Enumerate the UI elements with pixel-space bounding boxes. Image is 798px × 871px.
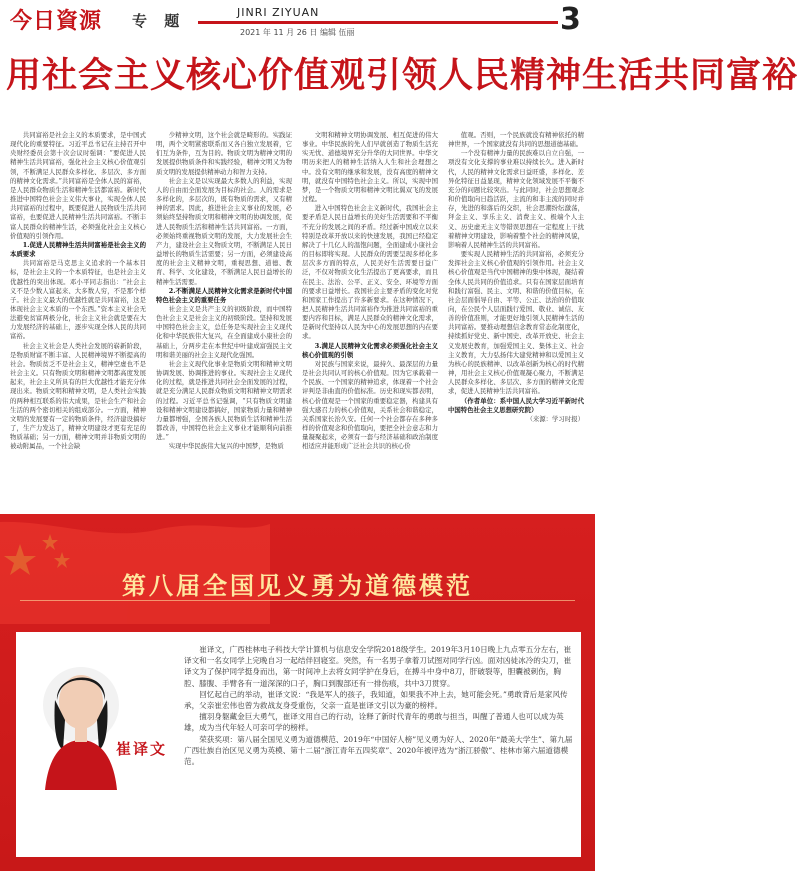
section-heading: 2.不断满足人民精神文化需求是新时代中国特色社会主义的重要任务	[156, 286, 292, 304]
article-paragraph: 进入中国特色社会主义新时代，我国社会主要矛盾是人民日益增长的美好生活需要和不平衡不充分的发展之间的矛盾。经过新中国成立以来特别是改革开放以来的快速发展，我国已经稳定解决了十几亿人的温饱问题，全面建成小康社会的目标即将实现。人民群众的需要呈现多样化多层次多方面的特点，人民美好生活需要日益广泛，不仅对物质文化生活提出了更高要求，而且在民主、法治、公平、正义、安全、环境等方面的要求日益增长。我国社会主要矛盾的变化对党和国家工作提出了许多新要求。在这种情况下，把人民精神生活共同富裕作为推进共同富裕的重要内容和目标，满足人民群众的精神文化需求，是新时代坚持以人民为中心的发展思想的内在要求。	[302, 204, 438, 341]
article-column-4	[448, 131, 584, 511]
header-rule	[198, 21, 558, 24]
author-note: （作者单位：系中国人民大学习近平新时代中国特色社会主义思想研究院）	[448, 396, 584, 414]
section-label: 专 题	[132, 12, 186, 30]
article-paragraph: 对民族与国家来说，最持久、最深层的力量是社会共同认可的核心价值观。因为它承载着一个民族、一个国家的精神追求，体现着一个社会评判是非曲直的价值标准。历史和现实都表明，核心价值观是一个国家的重要稳定器，构建具有强大感召力的核心价值观，关系社会和谐稳定，关系国家长治久安。任何一个社会都存在多种多样的价值观念和价值取向，要把全社会意志和力量凝聚起来，必须有一套与经济基础和政治制度相适应并能形成广泛社会共识的核心价	[302, 359, 438, 451]
article-paragraph: 社会主义是以实现最大多数人的利益，实现人的自由而全面发展为目标的社会。人的需求是多样化的，多层次的，既有物质的需求，又有精神的需求。因此，推进社会主义事业的发展，必须始终坚持物质文明和精神文明的协调发展，促进人民物质生活和精神生活共同富裕。一方面，必须始终重视物质文明的发展，大力发展社会生产力，建设社会主义物质文明，不断满足人民日益增长的物质生活需要；另一方面，必须建设高度的社会主义精神文明，重视思想、道德、教育、科学、文化建设，不断满足人民日益增长的精神生活需要。	[156, 176, 292, 286]
article-paragraph: 值观。否则，一个民族就没有精神依托的精神世界，一个国家就没有共同的思想道德基础。	[448, 131, 584, 149]
article-paragraph: 社会主义是共产主义的初级阶段，而中国特色社会主义是社会主义的初级阶段。坚持和发展中国特色社会主义，总任务是实现社会主义现代化和中华民族伟大复兴，在全面建成小康社会的基础上，分两步走在本世纪中叶建成富强民主文明和谐美丽的社会主义现代化强国。	[156, 304, 292, 359]
article-column-1	[10, 131, 146, 511]
article-paragraph: 共同富裕是马克思主义追求的一个基本目标，是社会主义的一个本质特征，也是社会主义优越性的突出体现。邓小平同志指出：“社会主义不是少数人富起来、大多数人穷，不是那个样子。社会主义最大的优越性就是共同富裕，这是体现社会主义本质的一个东西。”资本主义社会无法避免贫富两极分化，社会主义社会就是要在大力发展经济的基础上，逐步实现全体人民的共同富裕。	[10, 259, 146, 341]
profile-bio	[184, 644, 576, 767]
article-paragraph: 少精神文明，这个社会就是畸形的。实践证明，两个文明紧密联系而又各自独立发展着，它们互为条件，互为目的。物质文明为精神文明的发展提供物质条件和实践经验，精神文明又为物质文明的发展提供精神动力和智力支持。	[156, 131, 292, 176]
article-paragraph: 一个没有精神力量的民族难以自立自强，一项没有文化支撑的事业难以持续长久。进入新时代，人民的精神文化需求日益旺盛，多样化、差异化特征日益显现，精神文化领域发展不平衡不充分的问题比较突出。与此同时，社会思想观念和价值取向日趋活跃，主流的和非主流的同时并存，先进的和落后的交织，社会思潮纷纭激荡，拜金主义、享乐主义、消费主义、极端个人主义、历史虚无主义等错误思想在一定程度上干扰着精神文明建设，影响着整个社会的精神风貌，影响着人民精神生活的共同富裕。	[448, 149, 584, 249]
feature-banner	[0, 514, 595, 871]
page-number: 3	[560, 2, 581, 37]
bio-paragraph: 回忆起自己的举动，崔译文说：“我是军人的孩子，我知道，如果我不冲上去，她可能会死。”勇敢背后是家风传承，父亲崔宏伟也曾为救战友身受重伤，父亲一直是崔译文引以为豪的榜样。	[184, 689, 568, 711]
section-heading: 1.促进人民精神生活共同富裕是社会主义的本质要求	[10, 240, 146, 259]
bio-paragraph: 崔译文，广西桂林电子科技大学计算机与信息安全学院2018级学生。2019年3月10日晚上九点零五分左右，崔译文和一名女同学上完晚自习一起结伴回寝室。突然，有一名男子拿着刀试图对同学行凶。面对凶徒冰冷的尖刀，崔译文为了保护同学挺身而出，第一时间冲上去将女同学护在身后，在搏斗中身中8刀，肝破裂等，胆囊被刺伤，胸腔、膝腹、手臂各有一道深深的口子，胸口到腹部还有一排伤痕，共中3刀贯穿。	[184, 645, 572, 688]
article-paragraph: 实现中华民族伟大复兴的中国梦，是物质	[168, 442, 284, 451]
masthead-logo: 今日資源	[10, 8, 103, 34]
profile-name: 崔译文	[116, 740, 168, 758]
article-body	[10, 131, 585, 511]
article-column-2	[156, 131, 292, 511]
bio-paragraph: 擅羽身躯藏金巨大勇气，崔译文用自己的行动，诠释了新时代青年的勇敢与担当，叫醒了普通人也可以成为英雄，成为当代年轻人可亲可学的榜样。	[184, 712, 564, 733]
article-paragraph: 要实现人民精神生活的共同富裕，必须充分发挥社会主义核心价值观的引领作用。社会主义核心价值观是当代中国精神的集中体现，凝结着全体人民共同的价值追求。只有在国家层面培育和践行富强、民主、文明、和谐的价值目标，在社会层面倡导自由、平等、公正、法治的价值取向，在公民个人层面践行爱国、敬业、诚信、友善的价值准则，才能更好地引领人民精神生活的共同富裕。要推动理想信念教育常态化制度化，持续抓好党史、新中国史、改革开放史、社会主义发展史教育，加强爱国主义、集体主义、社会主义教育，大力弘扬伟大建党精神和以爱国主义为核心的民族精神、以改革创新为核心的时代精神，用社会主义核心价值观凝心聚力，不断满足人民群众多样化、多层次、多方面的精神文化需求，促进人民精神生活共同富裕。	[448, 250, 584, 396]
main-headline: 用社会主义核心价值观引领人民精神生活共同富裕	[6, 56, 798, 96]
section-heading: 3.满足人民精神文化需求必须强化社会主义核心价值观的引领	[302, 341, 438, 359]
page-header	[0, 0, 595, 38]
source-note: （来源：学习时报）	[526, 414, 584, 423]
article-paragraph: 文明和精神文明协调发展、相互促进的伟大事业。中华民族的先人们早就创造了物质生活充实无忧、道德境界充分升华的大同世界。中华文明历来把人的精神生活纳入人生和社会理想之中。没有文明的继承和发展，没有高度的精神文明，就没有中国特色社会主义。所以，实现中国梦，是一个物质文明和精神文明比翼双飞的发展过程。	[302, 131, 438, 204]
banner-divider	[20, 600, 575, 601]
article-paragraph: 社会主义现代化事业是物质文明和精神文明协调发展、协调推进的事业。实现社会主义现代化的过程，就是推进共同社会全面发展的过程，就是充分满足人民群众物质文明和精神文明需求的过程。习近平总书记强调，“只有物质文明建设和精神文明建设都搞好，国家物质力量和精神力量都增强，全国各族人民物质生活和精神生活都改善，中国特色社会主义事业才能顺利向前推进。”	[156, 359, 292, 442]
bio-paragraph: 荣获奖项：第八届全国见义勇为道德模范、2019年“中国好人榜”见义勇为好人、2020年“最美大学生”、第九届广西壮族自治区见义勇为英模、第十二届“浙江青年五四奖章”、2020年被评选为“浙江骄傲”、桂林市第六届道德模范。	[184, 734, 573, 767]
article-paragraph: 社会主义社会是人类社会发展的崭新阶段，是物质财富不断丰富、人民精神境界不断提高的社会。物质贫乏不是社会主义，精神空虚也不是社会主义。只有物质文明和精神文明都高度发展起来，社会主义所具有的巨大优越性才能充分体现出来。物质文明和精神文明，是人类社会实践的两种相互联系的伟大成果，是社会生产和社会生活的两个密切相关的组成部分。一方面，精神文明的发展要有一定的物质条件，经济建设搞好了，生产力发达了，精神文明建设才更有充足的物质基础；另一方面，精神文明并非物质文明的被动附属品，一个社会缺	[10, 341, 146, 451]
profile-card	[16, 632, 581, 857]
feature-title: 第八届全国见义勇为道德模范	[122, 571, 473, 600]
article-column-3	[302, 131, 438, 511]
article-paragraph: 共同富裕是社会主义的本质要求，是中国式现代化的重要特征。习近平总书记在主持召开中央财经委员会第十次会议时强调：“要促进人民精神生活共同富裕，强化社会主义核心价值观引领，不断满足人民群众多样化、多层次、多方面的精神文化需求。”共同富裕是全体人民的富裕，是人民群众物质生活和精神生活都富裕。新时代推进中国特色社会主义伟大事业，实现全体人民共同富裕的过程中，既要促进人民物质生活共同富裕，也要促进人民精神生活共同富裕。不断丰富人民群众的精神生活，必须强化社会主义核心价值观的引领作用。	[10, 131, 146, 240]
dateline: 2021 年 11 月 26 日 编辑 伍丽	[240, 28, 355, 37]
masthead-pinyin: JINRI ZIYUAN	[237, 6, 320, 19]
